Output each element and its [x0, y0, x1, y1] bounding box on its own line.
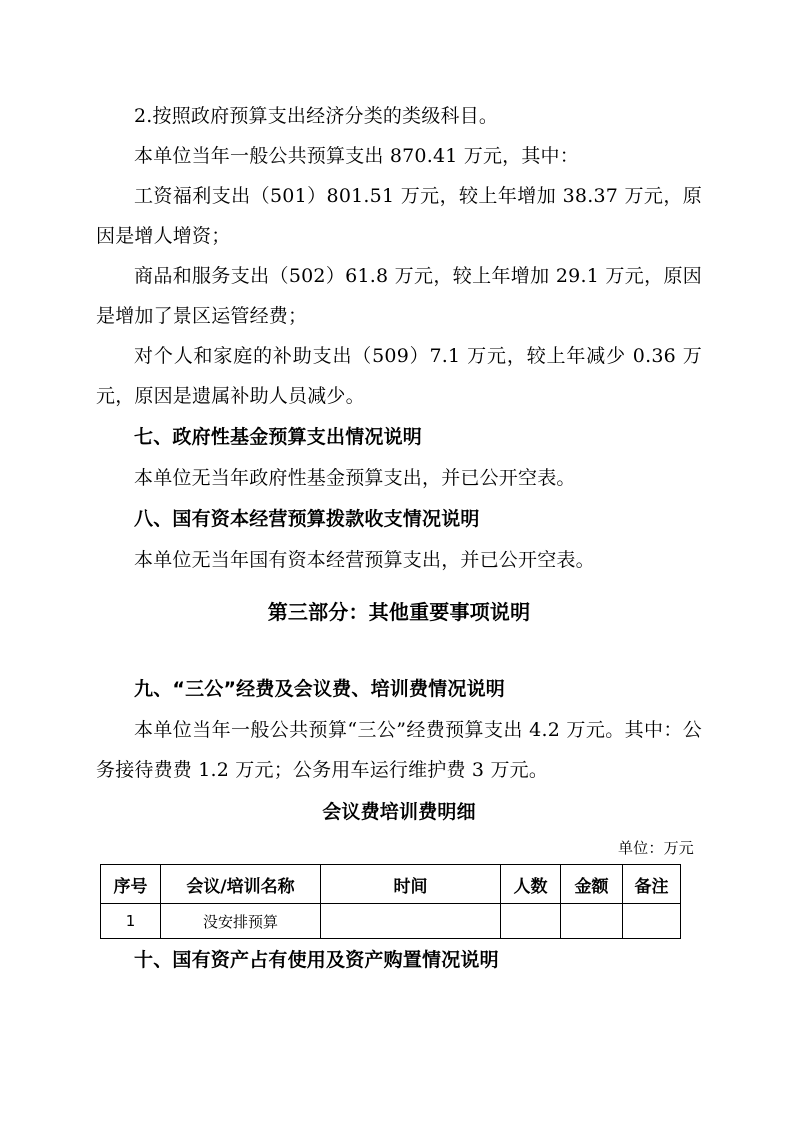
- table-header-cell-0: 序号: [101, 865, 161, 904]
- section-eight-body: 本单位无当年国有资本经营预算支出，并已公开空表。: [134, 549, 595, 571]
- table-unit-label: 单位：万元: [617, 839, 694, 857]
- table-header-cell-4: 金额: [561, 865, 623, 904]
- table-row: [101, 904, 681, 939]
- section-nine-body: 本单位当年一般公共预算“三公”经费预算支出 4.2 万元。其中：公务接待费费 1.2 万元；公务用车运行维护费 3 万元。: [96, 719, 702, 781]
- paragraph-3: 工资福利支出（501）801.51 万元，较上年增加 38.37 万元，原因是增人增资；: [96, 185, 702, 247]
- table-title: 会议费培训费明细: [322, 801, 476, 823]
- table-cell-time: [321, 904, 501, 939]
- section-eight-heading: 八、国有资本经营预算拨款收支情况说明: [134, 508, 480, 530]
- table-header-cell-2: 时间: [321, 865, 501, 904]
- table-header-cell-3: 人数: [501, 865, 561, 904]
- table-header-cell-1: 会议/培训名称: [161, 865, 321, 904]
- paragraph-2: 本单位当年一般公共预算支出 870.41 万元，其中：: [134, 145, 579, 167]
- table-cell-remark: [623, 904, 681, 939]
- paragraph-5: 对个人和家庭的补助支出（509）7.1 万元，较上年减少 0.36 万元，原因是遗属补助人员减少。: [96, 345, 702, 407]
- table-cell-people: [501, 904, 561, 939]
- table-cell-index: 1: [101, 904, 161, 939]
- part-three-title: 第三部分：其他重要事项说明: [267, 600, 531, 624]
- section-ten-heading: 十、国有资产占有使用及资产购置情况说明: [134, 949, 499, 971]
- document-content: [96, 96, 702, 981]
- table-cell-name: 没安排预算: [161, 904, 321, 939]
- table-header-row: [101, 865, 681, 904]
- section-seven-heading: 七、政府性基金预算支出情况说明: [134, 426, 423, 448]
- spacer-after-part-three: [96, 634, 702, 668]
- section-nine-heading: 九、“三公”经费及会议费、培训费情况说明: [134, 678, 505, 700]
- section-seven-body: 本单位无当年政府性基金预算支出，并已公开空表。: [134, 467, 576, 489]
- spacer-before-part-three: [96, 580, 702, 590]
- table-header-cell-5: 备注: [623, 865, 681, 904]
- paragraph-1: 2.按照政府预算支出经济分类的类级科目。: [134, 105, 499, 127]
- table-cell-amount: [561, 904, 623, 939]
- paragraph-4: 商品和服务支出（502）61.8 万元，较上年增加 29.1 万元，原因是增加了景区运管经费；: [96, 265, 702, 327]
- meeting-training-detail-table: [100, 864, 681, 939]
